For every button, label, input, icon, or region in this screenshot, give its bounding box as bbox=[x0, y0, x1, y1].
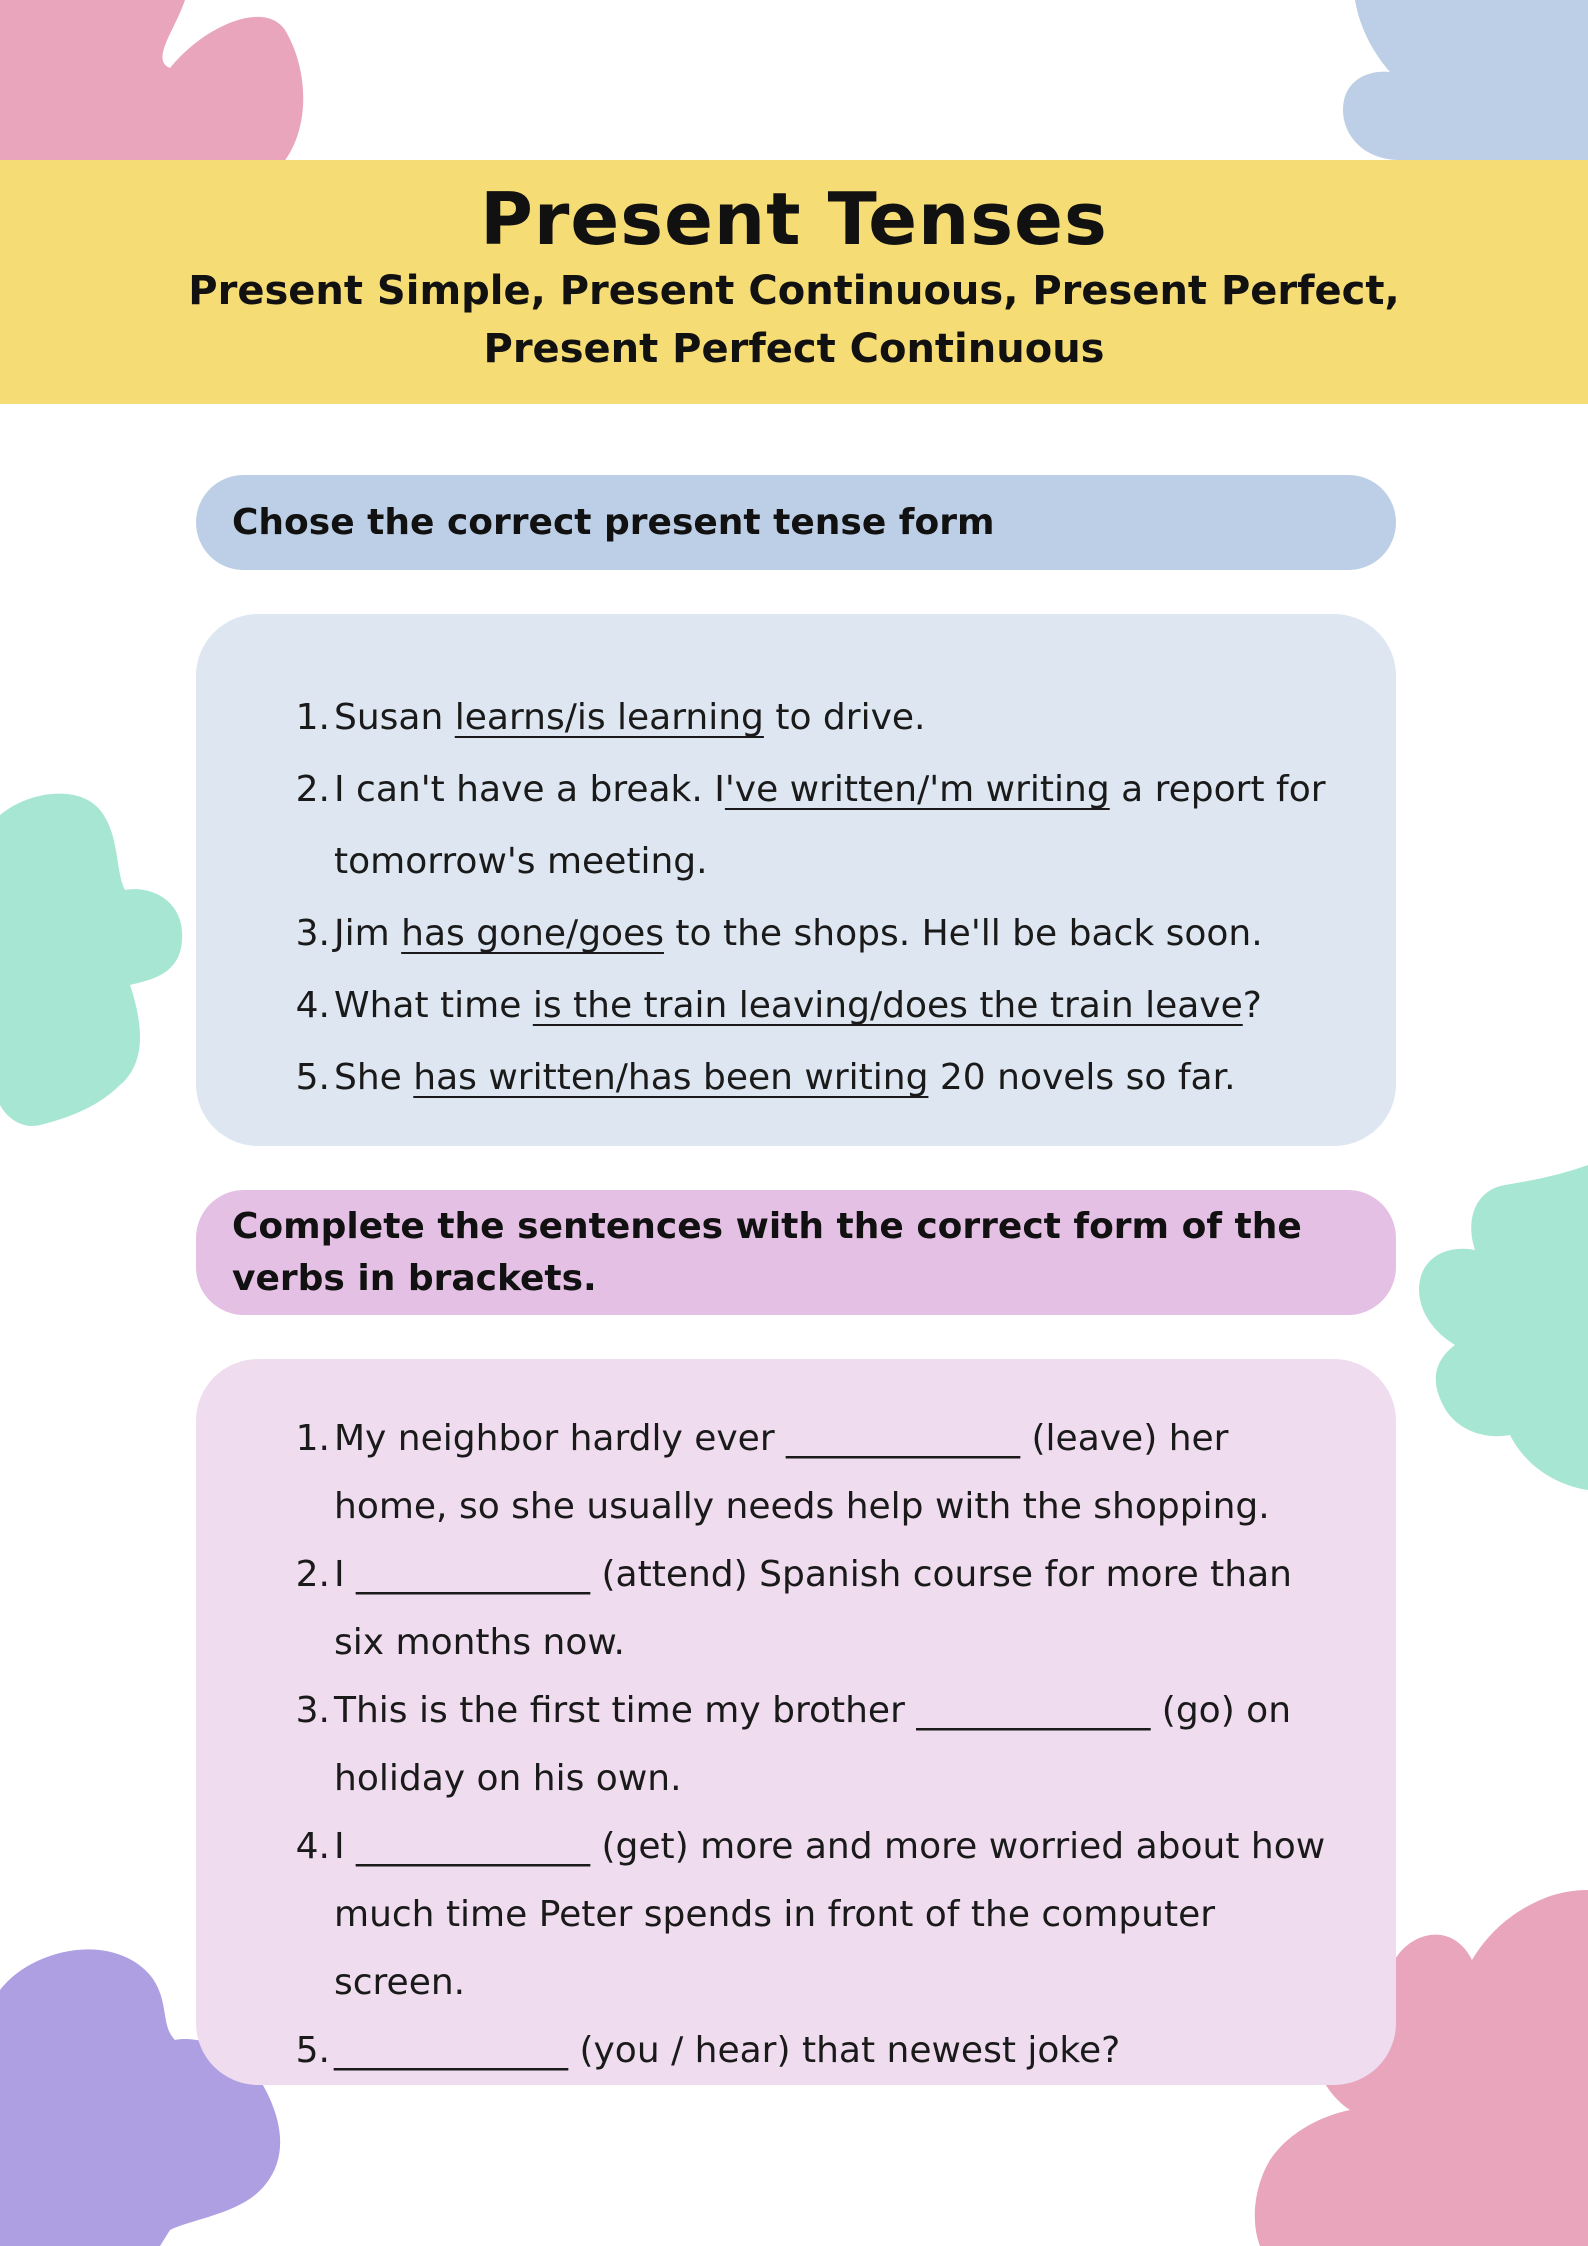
list-item bbox=[286, 682, 1346, 754]
item-text: 20 novels so far. bbox=[928, 1057, 1236, 1098]
choice-options: learns/is learning bbox=[454, 697, 764, 738]
mint-flower-right bbox=[1415, 1165, 1588, 1490]
section2-heading bbox=[196, 1190, 1396, 1315]
section2-heading-text: Complete the sentences with the correct form of the verbs in brackets. bbox=[232, 1205, 1302, 1299]
item-text: to the shops. He'll be back soon. bbox=[663, 913, 1263, 954]
choice-options: is the train leaving/does the train leave bbox=[532, 985, 1243, 1026]
section2-panel bbox=[196, 1359, 1396, 2085]
item-text: _____________ (you / hear) that newest joke? bbox=[334, 2030, 1121, 2071]
item-text: Susan bbox=[334, 697, 455, 738]
item-number: 1. bbox=[295, 697, 330, 738]
choice-options: has gone/goes bbox=[401, 913, 664, 954]
section1-heading bbox=[196, 475, 1396, 570]
item-number: 4. bbox=[295, 985, 330, 1026]
item-text: She bbox=[334, 1057, 414, 1098]
item-number: 3. bbox=[295, 1690, 330, 1731]
choice-options: 've written/'m writing bbox=[724, 769, 1110, 810]
list-item bbox=[286, 1677, 1346, 1813]
section2-list bbox=[286, 1405, 1346, 2085]
mint-flower-left bbox=[0, 790, 190, 1130]
item-text: a report for tomorrow's meeting. bbox=[334, 769, 1326, 882]
item-text: This is the first time my brother _____________ (go) on holiday on his own. bbox=[334, 1690, 1292, 1799]
list-item bbox=[286, 1042, 1346, 1114]
page-subtitle: Present Simple, Present Continuous, Present Perfect, Present Perfect Continuous bbox=[188, 268, 1400, 372]
item-text: I can't have a break. I bbox=[334, 769, 725, 810]
page-title: Present Tenses bbox=[480, 177, 1108, 261]
item-text: Jim bbox=[334, 913, 402, 954]
item-text: What time bbox=[334, 985, 533, 1026]
item-text: ? bbox=[1242, 985, 1262, 1026]
section1-heading-text: Chose the correct present tense form bbox=[232, 501, 995, 543]
item-number: 4. bbox=[295, 1826, 330, 1867]
list-item bbox=[286, 1405, 1346, 1541]
section1-list bbox=[286, 682, 1346, 1114]
item-number: 5. bbox=[295, 2030, 330, 2071]
list-item bbox=[286, 754, 1346, 898]
item-number: 3. bbox=[295, 913, 330, 954]
list-item bbox=[286, 898, 1346, 970]
item-text: My neighbor hardly ever _____________ (leave) her home, so she usually needs help with the shopping. bbox=[334, 1418, 1270, 1527]
list-item bbox=[286, 1541, 1346, 1677]
item-text: I _____________ (get) more and more worried about how much time Peter spends in front of the computer screen. bbox=[334, 1826, 1326, 2003]
list-item bbox=[286, 970, 1346, 1042]
item-number: 1. bbox=[295, 1418, 330, 1459]
choice-options: has written/has been writing bbox=[413, 1057, 929, 1098]
item-number: 2. bbox=[295, 1554, 330, 1595]
item-number: 2. bbox=[295, 769, 330, 810]
item-text: to drive. bbox=[763, 697, 926, 738]
item-text: I _____________ (attend) Spanish course for more than six months now. bbox=[334, 1554, 1292, 1663]
list-item bbox=[286, 2017, 1346, 2085]
section1-panel bbox=[196, 614, 1396, 1146]
list-item bbox=[286, 1813, 1346, 2017]
item-number: 5. bbox=[295, 1057, 330, 1098]
